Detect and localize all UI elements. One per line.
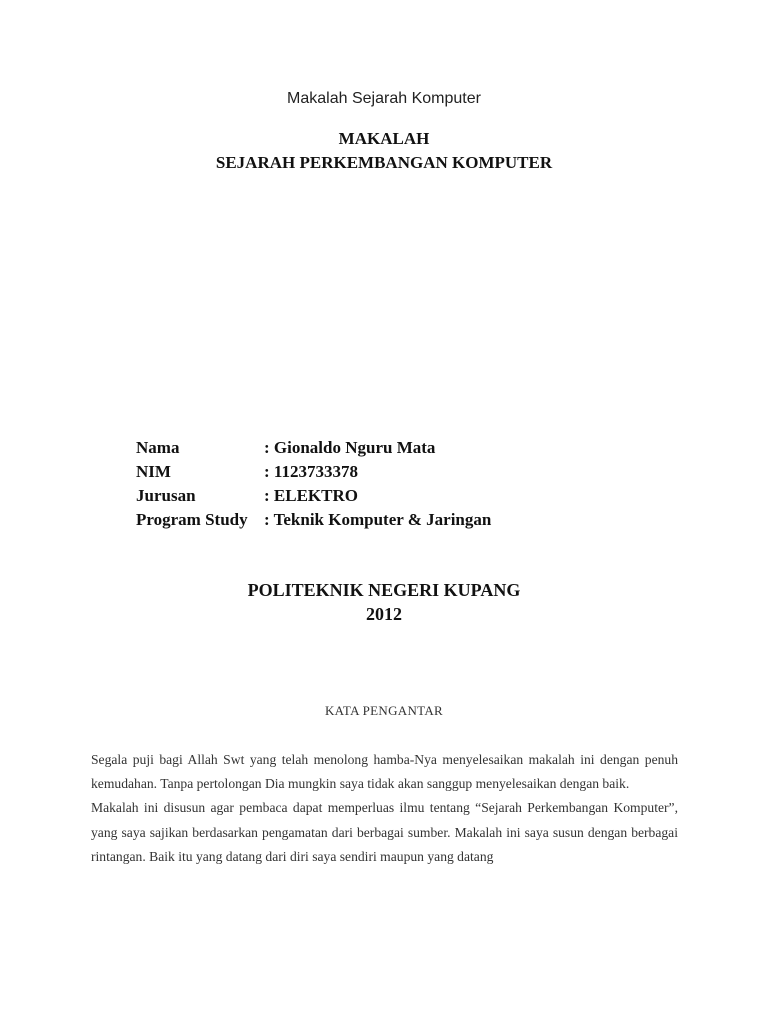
info-label: Jurusan xyxy=(136,486,196,505)
info-row-jurusan xyxy=(136,484,491,508)
institution-block xyxy=(0,578,768,626)
institution-year: 2012 xyxy=(366,604,402,624)
title-block xyxy=(0,127,768,175)
info-label: NIM xyxy=(136,462,171,481)
info-value: : 1123733378 xyxy=(264,462,358,481)
info-row-nama xyxy=(136,436,491,460)
info-value: : Gionaldo Nguru Mata xyxy=(264,438,436,457)
info-row-program-study xyxy=(136,508,491,532)
document-header: Makalah Sejarah Komputer xyxy=(287,90,481,107)
kata-pengantar-heading: KATA PENGANTAR xyxy=(324,703,444,718)
title-line-subject: SEJARAH PERKEMBANGAN KOMPUTER xyxy=(215,153,553,172)
institution-name: POLITEKNIK NEGERI KUPANG xyxy=(247,580,521,600)
paragraph: Makalah ini disusun agar pembaca dapat memperluas ilmu tentang “Sejarah Perkembangan Komputer”, yang saya sajikan berdasarkan pengamatan dari berbagai sumber. Makalah ini saya susun dengan berbagai rintangan. Baik itu yang datang dari diri saya sendiri maupun yang datang xyxy=(91,800,678,864)
info-value: : ELEKTRO xyxy=(264,486,358,505)
student-info xyxy=(136,436,491,532)
title-line-makalah: MAKALAH xyxy=(338,129,430,148)
info-label: Nama xyxy=(136,438,180,457)
kata-pengantar-body xyxy=(91,748,678,869)
paragraph: Segala puji bagi Allah Swt yang telah menolong hamba-Nya menyelesaikan makalah ini dengan penuh kemudahan. Tanpa pertolongan Dia mungkin saya tidak akan sanggup menyelesaikan dengan baik. xyxy=(91,752,678,792)
info-label: Program Study xyxy=(136,510,248,529)
info-row-nim xyxy=(136,460,491,484)
info-value: : Teknik Komputer & Jaringan xyxy=(264,510,492,529)
